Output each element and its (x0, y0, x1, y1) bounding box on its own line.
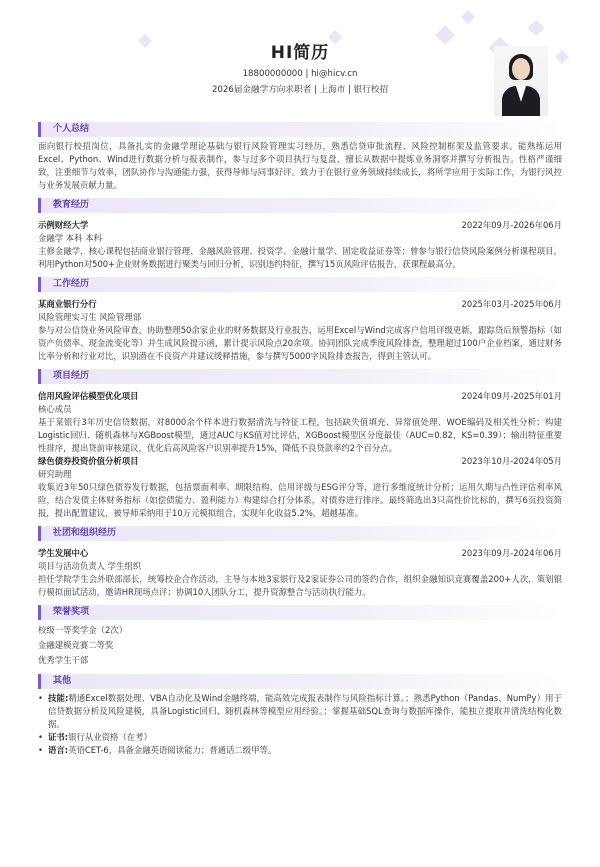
skill-item (38, 692, 562, 731)
skill-item (38, 731, 562, 744)
award-item: 优秀学生干部 (38, 654, 89, 665)
project-date: 2023年10月-2024年05月 (461, 456, 562, 467)
project-row (38, 455, 562, 468)
section-title-text: 荣誉奖项 (53, 607, 90, 618)
project-desc: 收集近3年50只绿色债券发行数据，包括票面利率、期限结构、信用评级与ESG评分等，进行多维度统计分析；运用久期与凸性评估利率风险，结合发债主体财务指标（如偿债能力、盈利能力）构建综合打分体系，对债券进行排序。最终筛选出3只高性价比标的，撰写6页投资简报，提出配置建议，被导师采纳用于10万元模拟组合，实现年化收益5.2%，超越基准。 (38, 482, 562, 519)
section-projects-title (38, 369, 562, 384)
project-role: 研究助理 (38, 469, 72, 480)
skill-text: 英语CET-6，具备金融英语阅读能力；普通话二级甲等。 (68, 744, 277, 755)
section-awards (38, 620, 562, 669)
section-projects (38, 384, 562, 522)
club-row (38, 547, 562, 560)
resume-header (38, 0, 562, 118)
job-intent: 2026届金融学方向求职者 | 上海市 | 银行校招 (211, 85, 389, 95)
skill-label: 证书: (48, 731, 69, 742)
project-date: 2024年09月-2025年01月 (461, 391, 562, 402)
project-desc: 基于某银行3年历史信贷数据，对8000余个样本进行数据清洗与特征工程，包括缺失值填充、异常值处理、WOE编码及相关性分析；构建Logistic回归、随机森林与XGBoost模型，通过AUC与KS值对比评估，XGBoost模型区分度最佳（AUC=0.82，KS=0.39）；输出特征重要性排序，提出贷前审核建议，优化后高风险客户识别率提升15%，降低不良贷款率约2个百分点。 (38, 417, 562, 454)
education-major: 金融学 本科 本科 (38, 233, 102, 244)
work-desc: 参与对公信贷业务风险审查，协助整理50余家企业的财务数据及行业报告，运用Excel与Wind完成客户信用评级更新，跟踪贷后预警指标（如资产负债率、现金流变化等）并生成风险提示函，累计提示风险点20余项。协同团队完成季度风险排查，整理超过100户企业档案，通过财务比率分析和行业对比，识别潜在不良资产并建议缓释措施，参与撰写5000字风险排查报告，得到主管认可。 (38, 325, 562, 362)
education-date: 2022年09月-2026年06月 (461, 220, 562, 231)
section-title-text: 其他 (53, 675, 72, 686)
section-work-title (38, 277, 562, 292)
section-education-title (38, 198, 562, 213)
section-title-text: 工作经历 (53, 279, 90, 290)
company-name: 某商业银行分行 (38, 299, 97, 310)
work-position: 风险管理实习生 风险管理部 (38, 312, 142, 323)
project-name: 信用风险评估模型优化项目 (38, 391, 139, 402)
bullet-icon: • (38, 692, 43, 703)
work-date: 2025年03月-2025年06月 (461, 299, 562, 310)
section-education (38, 213, 562, 273)
club-name: 学生发展中心 (38, 548, 89, 559)
profile-photo (494, 46, 548, 116)
project-row (38, 390, 562, 403)
award-item: 金融建模竞赛二等奖 (38, 640, 114, 651)
section-skills (38, 689, 562, 759)
section-clubs-title (38, 526, 562, 541)
section-title-text: 社团和组织经历 (53, 528, 117, 539)
school-name: 示例财经大学 (38, 220, 89, 231)
skill-label: 语言: (48, 744, 69, 755)
work-row (38, 298, 562, 311)
project-role: 核心成员 (38, 404, 72, 415)
section-clubs (38, 541, 562, 601)
education-desc: 主修金融学，核心课程包括商业银行管理、金融风险管理、投资学、金融计量学、固定收益证券等；曾参与银行信贷风险案例分析课程项目，利用Python对500+企业财务数据进行聚类与回归分析，识别违约特征，撰写15页风险评估报告，获课程最高分。 (38, 246, 562, 270)
section-title-text: 个人总结 (53, 124, 90, 134)
candidate-name: HI简历 (270, 43, 330, 63)
section-title-text: 项目经历 (53, 371, 90, 382)
skill-item (38, 744, 562, 757)
section-title-text: 教育经历 (53, 200, 90, 211)
section-work (38, 292, 562, 365)
club-date: 2023年09月-2024年06月 (461, 548, 562, 559)
summary-text: 面向银行校招岗位，具备扎实的金融学理论基础与银行风险管理实习经历，熟悉信贷审批流程、风险控制框架及监管要求。能熟练运用Excel、Python、Wind进行数据分析与报表制作，参与过多个项目执行与复盘，擅长从数据中提炼业务洞察并撰写分析报告。性格严谨细致，注重细节与效率，团队协作与沟通能力强，获得导师与同事好评。致力于在银行业务领域持续成长，将所学应用于实际工作，为银行风控与业务发展贡献力量。 (38, 141, 562, 191)
contact-info: 18800000000 | hi@hicv.cn (242, 69, 358, 79)
section-summary-title (38, 122, 562, 137)
award-item: 校级一等奖学金（2次） (38, 625, 128, 636)
section-awards-title (38, 605, 562, 620)
club-desc: 担任学院学生会外联部部长，统筹校企合作活动，主导与本地3家银行及2家证券公司的签约合作，组织金融知识竞赛覆盖200+人次，策划银行模拟面试活动，邀请HR现场点评；协调10人团队分工，提升资源整合与活动执行能力。 (38, 574, 562, 598)
skill-label: 技能: (48, 692, 69, 703)
bullet-icon: • (38, 744, 43, 755)
skill-text: 银行从业资格（在考） (68, 731, 152, 742)
education-row (38, 219, 562, 232)
bullet-icon: • (38, 731, 43, 742)
project-name: 绿色债券投资价值分析项目 (38, 456, 139, 467)
section-skills-title (38, 674, 562, 689)
skill-text: 精通Excel数据处理、VBA自动化及Wind金融终端，能高效完成报表制作与风险指标计算。；熟悉Python（Pandas、NumPy）用于信贷数据分析及风险建模，具备Logistic回归、随机森林等模型应用经验。；掌握基础SQL查询与数据库操作，能独立提取并清洗结构化数据。 (48, 692, 562, 729)
club-role: 项目与活动负责人 学生组织 (38, 561, 142, 572)
section-summary (38, 137, 562, 194)
